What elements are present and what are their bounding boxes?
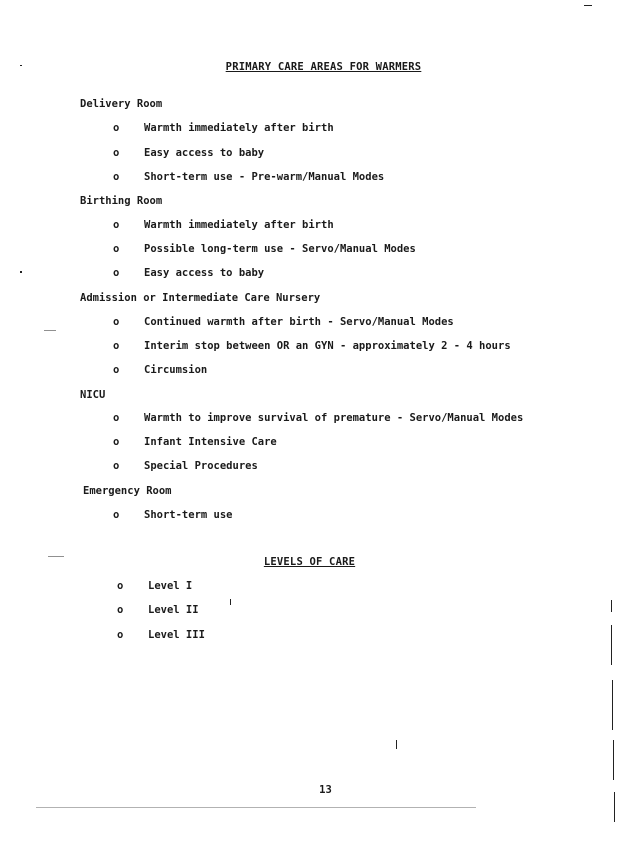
list-item-text: Warmth immediately after birth (144, 122, 334, 134)
bullet: o (117, 580, 124, 592)
scan-mark (613, 740, 614, 780)
list-item-text: Warmth to improve survival of premature - Servo/Manual Modes (144, 412, 524, 424)
list-item-text: Interim stop between OR an GYN - approximately 2 - 4 hours (144, 340, 511, 352)
list-item-text: Level III (148, 629, 205, 641)
bullet: o (117, 629, 124, 641)
bullet: o (113, 171, 120, 183)
list-item-text: Easy access to baby (144, 267, 265, 279)
scan-mark (396, 740, 397, 749)
bullet: o (113, 122, 120, 134)
list-item-text: Short-term use - Pre-warm/Manual Modes (144, 171, 385, 183)
bullet: o (113, 436, 120, 448)
scan-mark (48, 556, 64, 557)
scan-mark (20, 65, 22, 66)
bullet: o (113, 340, 120, 352)
list-item-text: Continued warmth after birth - Servo/Manual Modes (144, 316, 454, 328)
list-item-text: Easy access to baby (144, 147, 265, 159)
bullet: o (113, 316, 120, 328)
scan-mark (230, 599, 231, 605)
list-item (113, 219, 334, 231)
area-heading-emergency-room: Emergency Room (83, 485, 172, 497)
list-item (113, 340, 511, 352)
scan-mark (44, 330, 56, 331)
list-item (117, 629, 205, 641)
list-item-text: Level II (148, 604, 199, 616)
list-item-text: Special Procedures (144, 460, 258, 472)
scan-mark (611, 625, 612, 665)
list-item (113, 509, 233, 521)
list-item (113, 267, 264, 279)
levels-title: LEVELS OF CARE (263, 556, 356, 568)
scan-mark (36, 807, 476, 808)
list-item (113, 460, 258, 472)
list-item-text: Level I (148, 580, 193, 592)
area-heading-birthing-room: Birthing Room (80, 195, 163, 207)
list-item-text: Warmth immediately after birth (144, 219, 334, 231)
list-item (113, 316, 454, 328)
bullet: o (113, 267, 120, 279)
list-item-text: Possible long-term use - Servo/Manual Modes (144, 243, 416, 255)
list-item-text: Short-term use (144, 509, 233, 521)
bullet: o (113, 147, 120, 159)
bullet: o (113, 364, 120, 376)
list-item (113, 122, 334, 134)
list-item (117, 580, 192, 592)
list-item-text: Infant Intensive Care (144, 436, 277, 448)
list-item (117, 604, 199, 616)
area-heading-admission-nursery: Admission or Intermediate Care Nursery (80, 292, 321, 304)
scan-mark (20, 271, 22, 273)
list-item (113, 243, 416, 255)
area-heading-delivery-room: Delivery Room (80, 98, 163, 110)
page-number: 13 (319, 784, 332, 796)
page-title: PRIMARY CARE AREAS FOR WARMERS (225, 61, 422, 73)
scan-mark (611, 600, 612, 612)
area-heading-nicu: NICU (80, 389, 106, 401)
bullet: o (117, 604, 124, 616)
list-item (113, 412, 523, 424)
bullet: o (113, 219, 120, 231)
list-item (113, 436, 277, 448)
list-item (113, 147, 264, 159)
list-item (113, 364, 207, 376)
bullet: o (113, 243, 120, 255)
scan-mark (584, 5, 592, 6)
bullet: o (113, 509, 120, 521)
list-item (113, 171, 384, 183)
bullet: o (113, 460, 120, 472)
scan-mark (612, 680, 613, 730)
scan-mark (614, 792, 615, 822)
bullet: o (113, 412, 120, 424)
list-item-text: Circumsion (144, 364, 208, 376)
